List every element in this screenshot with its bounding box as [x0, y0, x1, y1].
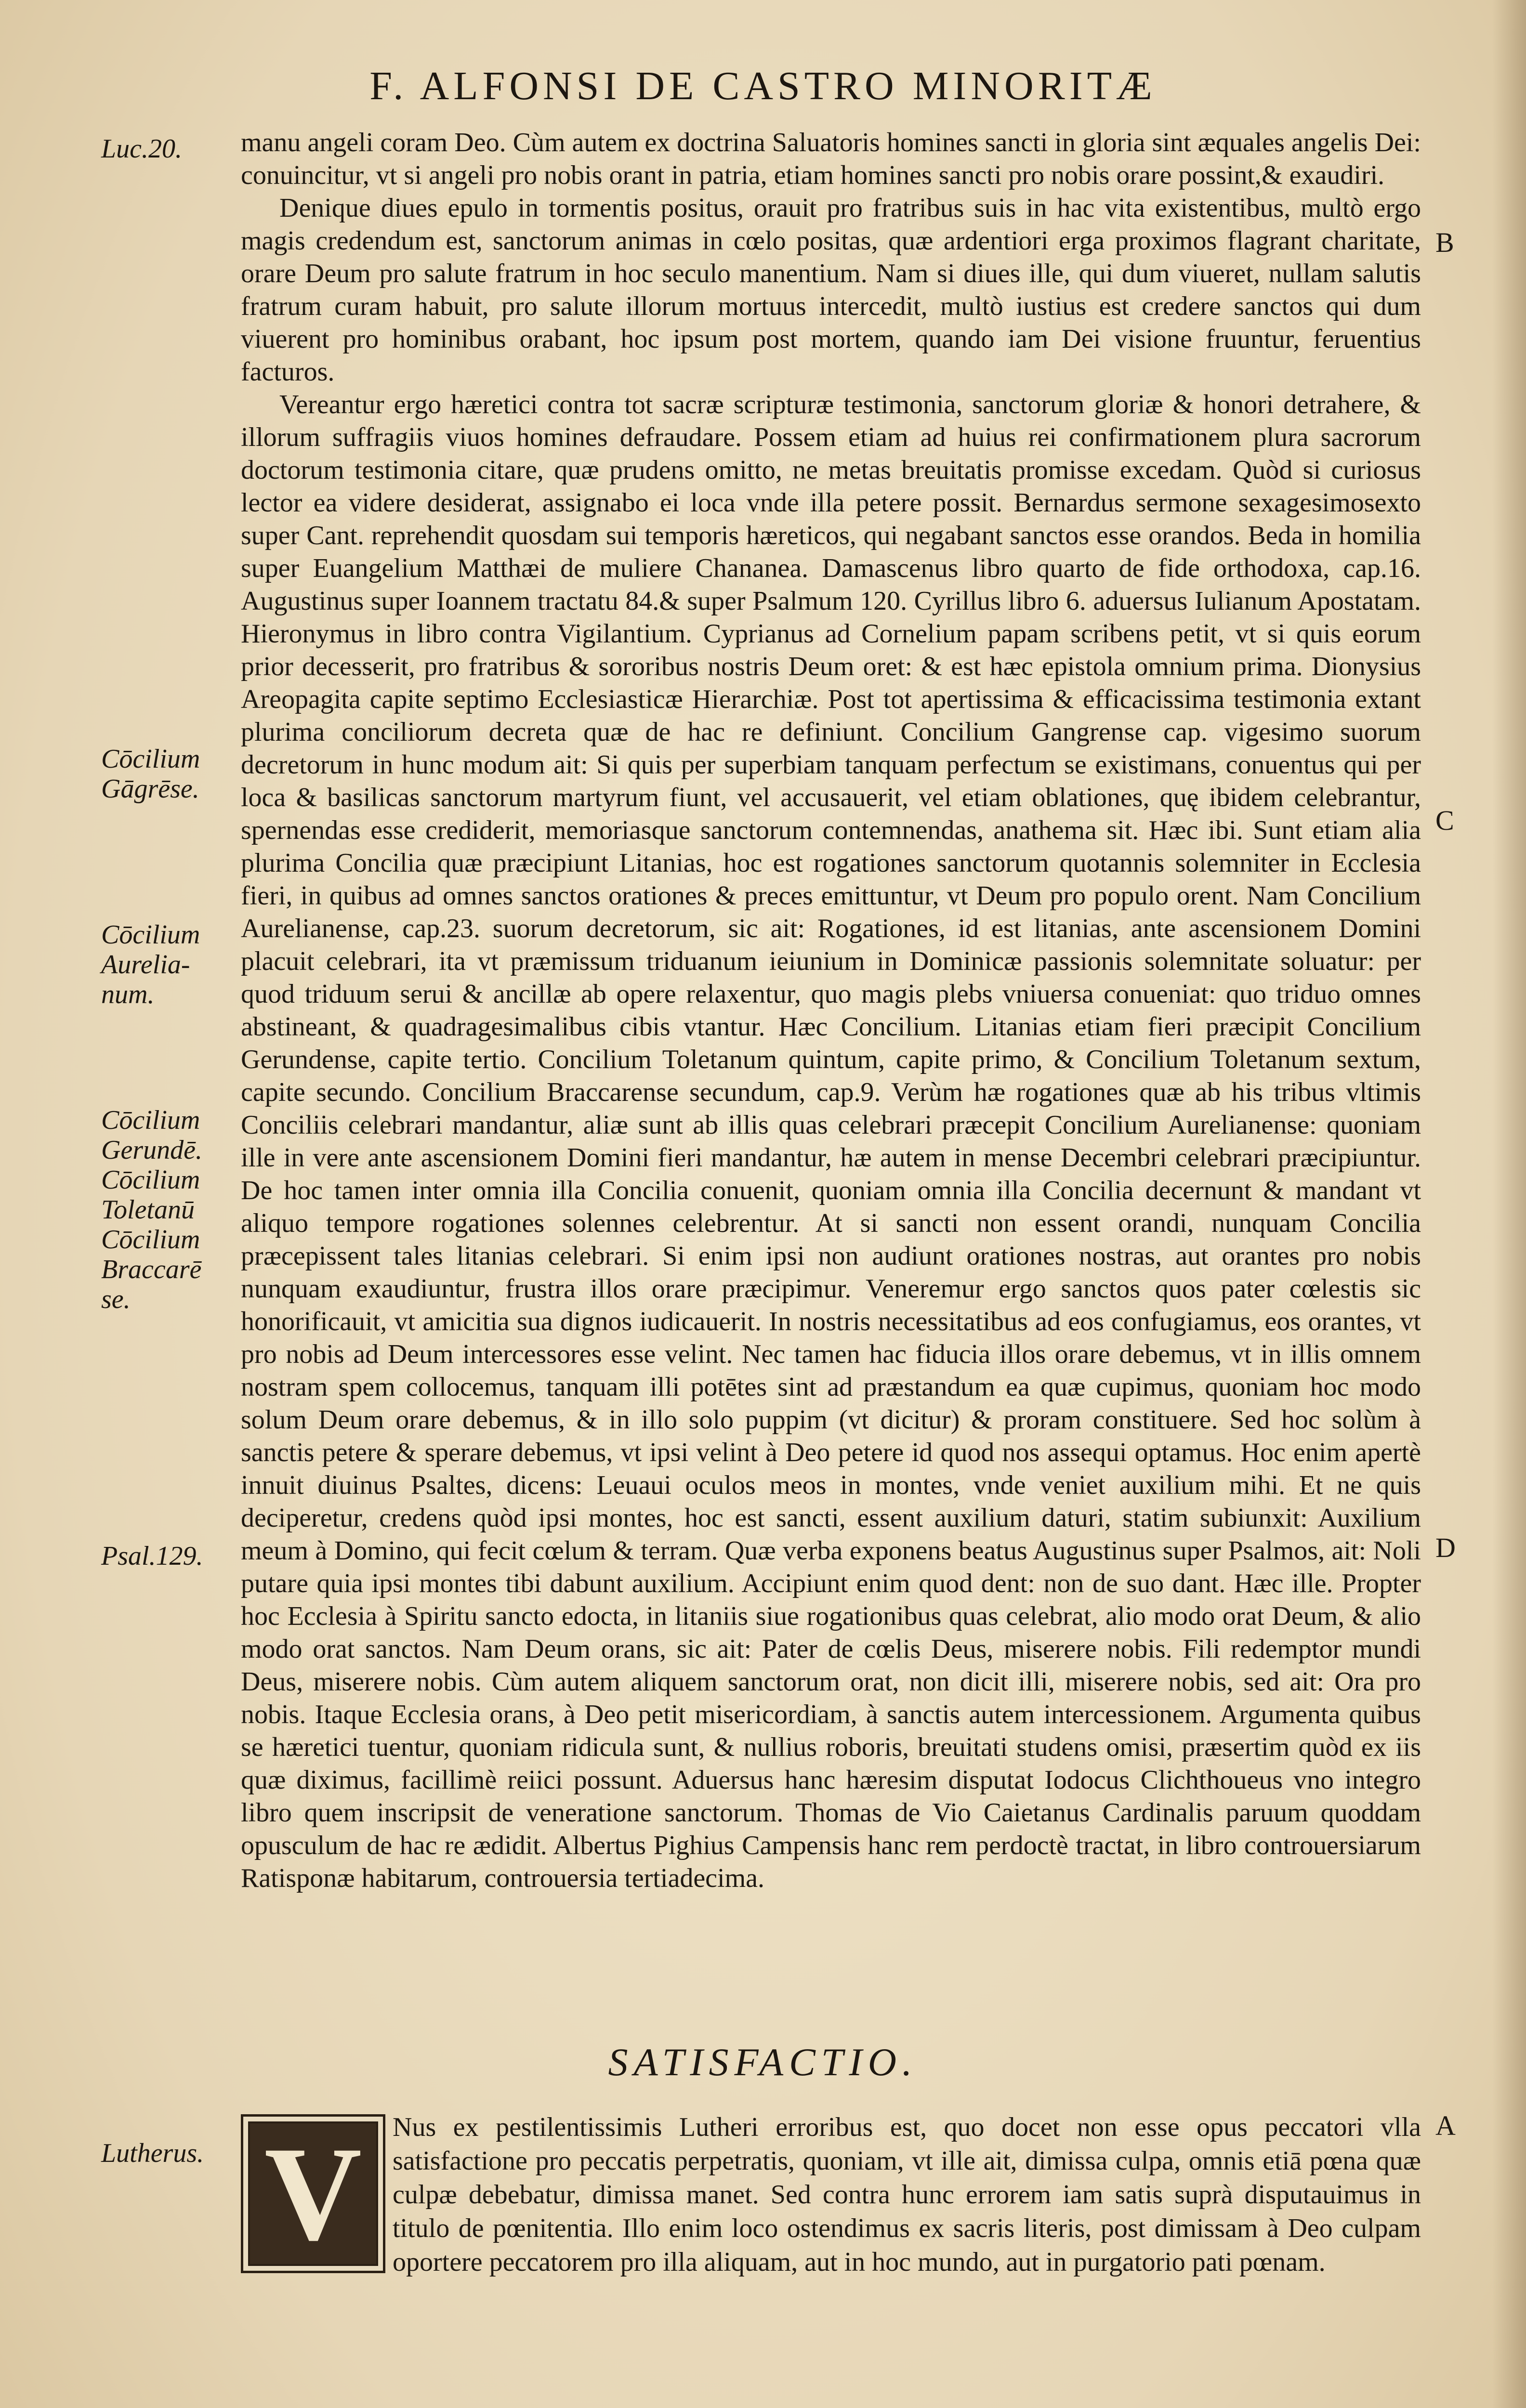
section-marker-a: A	[1435, 2110, 1456, 2141]
final-paragraph: Nus ex pestilentissimis Lutheri erroribus est, quo docet non esse opus peccatori vlla satisfactione pro peccatis perpetratis, quoniam, vt ille ait, dimissa culpa, omnis etiā pœna quæ culpæ debebatur, dimissa manet. Sed contra hunc errorem iam satis suprà disputauimus in titulo de pœnitentia. Illo enim loco ostendimus ex sacris literis, post dimissam à Deo culpam oportere peccatorem pro illa aliquam, aut in hoc mundo, aut in purgatorio pati pœnam.	[393, 2112, 1421, 2277]
initial-letter: V	[264, 2119, 362, 2268]
main-text-column	[241, 126, 1421, 1895]
margin-note-psalm: Psal.129.	[101, 1541, 203, 1571]
margin-note-lutherus: Lutherus.	[101, 2138, 204, 2168]
section-title: SATISFACTIO.	[608, 2040, 918, 2084]
margin-note-concilia-list: Cōcilium Gerundē. Cōcilium Toletanū Cōcilium Braccarē se.	[101, 1105, 202, 1314]
margin-note-concilium-aurelianum: Cōcilium Aurelia-num.	[101, 920, 200, 1009]
section-marker-c: C	[1435, 805, 1454, 836]
paragraph-2: Denique diues epulo in tormentis positus, orauit pro fratribus suis in hac vita existentibus, multò ergo magis credendum est, sanctorum animas in cœlo positas, quæ ardentiori erga proximos flagrant charitate, orare Deum pro salute fratrum in hoc seculo manentium. Nam si diues ille, qui dum viueret, nullam salutis fratrum curam habuit, pro salute illorum mortuus intercedit, multò iustius est credere sanctos qui dum viuerent pro hominibus orabant, hoc ipsum post mortem, quando iam Dei visione fruuntur, feruentius facturos.	[241, 193, 1421, 387]
decorated-initial	[241, 2114, 385, 2273]
paragraph-3: Vereantur ergo hæretici contra tot sacræ scripturæ testimonia, sanctorum gloriæ & honori detrahere, & illorum suffragiis viuos homines defraudare. Possem etiam ad huius rei confirmationem plura sacrorum doctorum testimonia citare, quæ prudens omitto, ne metas breuitatis promisse excedam. Quòd si curiosus lector ea videre desiderat, assignabo ei loca vnde illa petere possit. Bernardus sermone sexagesimosexto super Cant. reprehendit quosdam sui temporis hæreticos, qui negabant sanctos esse orandos. Beda in homilia super Euangelium Matthæi de muliere Chananea. Damascenus libro quarto de fide orthodoxa, cap.16. Augustinus super Ioannem tractatu 84.& super Psalmum 120. Cyrillus libro 6. aduersus Iulianum Apostatam. Hieronymus in libro contra Vigilantium. Cyprianus ad Cornelium papam scribens petit, vt si quis eorum prior decesserit, pro fratribus & sororibus nostris Deum oret: & est hæc epistola omnium prima. Dionysius Areopagita capite septimo Ecclesiasticæ Hierarchiæ. Post tot apertissima & efficacissima testimonia extant plurima conciliorum decreta quæ de hac re definiunt. Concilium Gangrense cap. vigesimo suorum decretorum in hunc modum ait: Si quis per superbiam tanquam perfectum se existimans, conuentus qui per loca & basilicas sanctorum martyrum fiunt, vel accusauerit, vel etiam oblationes, quę ibidem celebrantur, spernendas esse crediderit, memoriasque sanctorum contemnendas, anathema sit. Hæc ibi. Sunt etiam alia plurima Concilia quæ præcipiunt Litanias, hoc est rogationes sanctorum quotannis solemniter in Ecclesia fieri, in quibus ad omnes sanctos orationes & preces emittuntur, vt Deum pro populo orent. Nam Concilium Aurelianense, cap.23. suorum decretorum, sic ait: Rogationes, id est litanias, ante ascensionem Domini placuit celebrari, ita vt præmissum triduanum ieiunium in Dominicæ passionis solemnitate soluatur: per quod triduum serui & ancillæ ab opere relaxentur, quo magis plebs vniuersa conueniat: quo triduo omnes abstineant, & quadragesimalibus cibis vtantur. Hæc Concilium. Litanias etiam fieri præcipit Concilium Gerundense, capite tertio. Concilium Toletanum quintum, capite primo, & Concilium Toletanum sextum, capite secundo. Concilium Braccarense secundum, cap.9. Verùm hæ rogationes quæ ab his tribus vltimis Conciliis celebrari mandantur, aliæ sunt ab illis quas celebrari præcepit Concilium Aurelianense: quoniam ille in vere ante ascensionem Domini fieri mandantur, hæ autem in mense Decembri celebrari præcipiuntur. De hoc tamen inter omnia illa Concilia conuenit, quoniam omnia illa Concilia decernunt & mandant vt aliquo tempore rogationes solennes celebrentur. At si sancti non essent orandi, nunquam Concilia præcepissent tales litanias celebrari. Si enim ipsi non audiunt orationes nostras, aut orantes pro nobis nunquam exaudiuntur, frustra illos orare præcipimur. Veneremur ergo sanctos quos pater cœlestis sic honorificauit, vt amicitia sua dignos iudicauerit. In nostris necessitatibus ad eos confugiamus, eos orantes, vt pro nobis ad Deum intercessores esse velint. Nec tamen hac fiducia illos orare debemus, vt in illis omnem nostram spem collocemus, tanquam illi potētes sint ad præstandum ea quæ cupimus, quoniam hoc modo solum Deum orare debemus, & in illo solo puppim (vt dicitur) & proram constituere. Sed hoc solùm à sanctis petere & sperare debemus, vt ipsi velint à Deo petere id quod nos assequi optamus. Hoc enim apertè innuit diuinus Psaltes, dicens: Leuaui oculos meos in montes, vnde veniet auxilium mihi. Et ne quis deciperetur, credens quòd ipsi montes, hoc est sancti, essent auxilium daturi, statim subiunxit: Auxilium meum à Domino, qui fecit cœlum & terram. Quæ verba exponens beatus Augustinus super Psalmos, ait: Noli putare quia ipsi montes tibi dabunt auxilium. Accipiunt enim quod dent: non de suo dant. Hæc ille. Propter hoc Ecclesia à Spiritu sancto edocta, in litaniis siue rogationibus quas celebrat, alio modo orat Deum, & alio modo orat sanctos. Nam Deum orans, sic ait: Pater de cœlis Deus, miserere nobis. Fili redemptor mundi Deus, miserere nobis. Cùm autem aliquem sanctorum orat, non dicit illi, miserere nobis, sed ait: Ora pro nobis. Itaque Ecclesia orans, à Deo petit misericordiam, à sanctis autem intercessionem. Argumenta quibus se hæretici tuentur, quoniam ridicula sunt, & nullius roboris, breuitati studens omisi, præsertim quòd ex iis quæ diximus, facillimè reiici possunt. Aduersus hanc hæresim disputat Iodocus Clichthoueus vno integro libro quem inscripsit de veneratione sanctorum. Thomas de Vio Caietanus Cardinalis paruum quoddam opusculum de hac re ædidit. Albertus Pighius Campensis hanc rem perdoctè tractat, in libro controuersiarum Ratisponæ habitarum, controuersia tertiadecima.	[241, 390, 1421, 1893]
final-text-block	[393, 2110, 1421, 2279]
section-marker-b: B	[1435, 227, 1454, 258]
running-title: F. ALFONSI DE CASTRO MINORITÆ	[369, 64, 1157, 108]
section-marker-d: D	[1435, 1532, 1456, 1563]
margin-note-luc: Luc.20.	[101, 134, 182, 164]
paragraph-1: manu angeli coram Deo. Cùm autem ex doctrina Saluatoris homines sancti in gloria sint æquales angelis Dei: conuincitur, vt si angeli pro nobis orant in patria, etiam homines sancti pro nobis orare possint,& exaudiri.	[241, 128, 1421, 190]
margin-note-concilium-gangrense: Cōcilium Gāgrēse.	[101, 744, 200, 804]
